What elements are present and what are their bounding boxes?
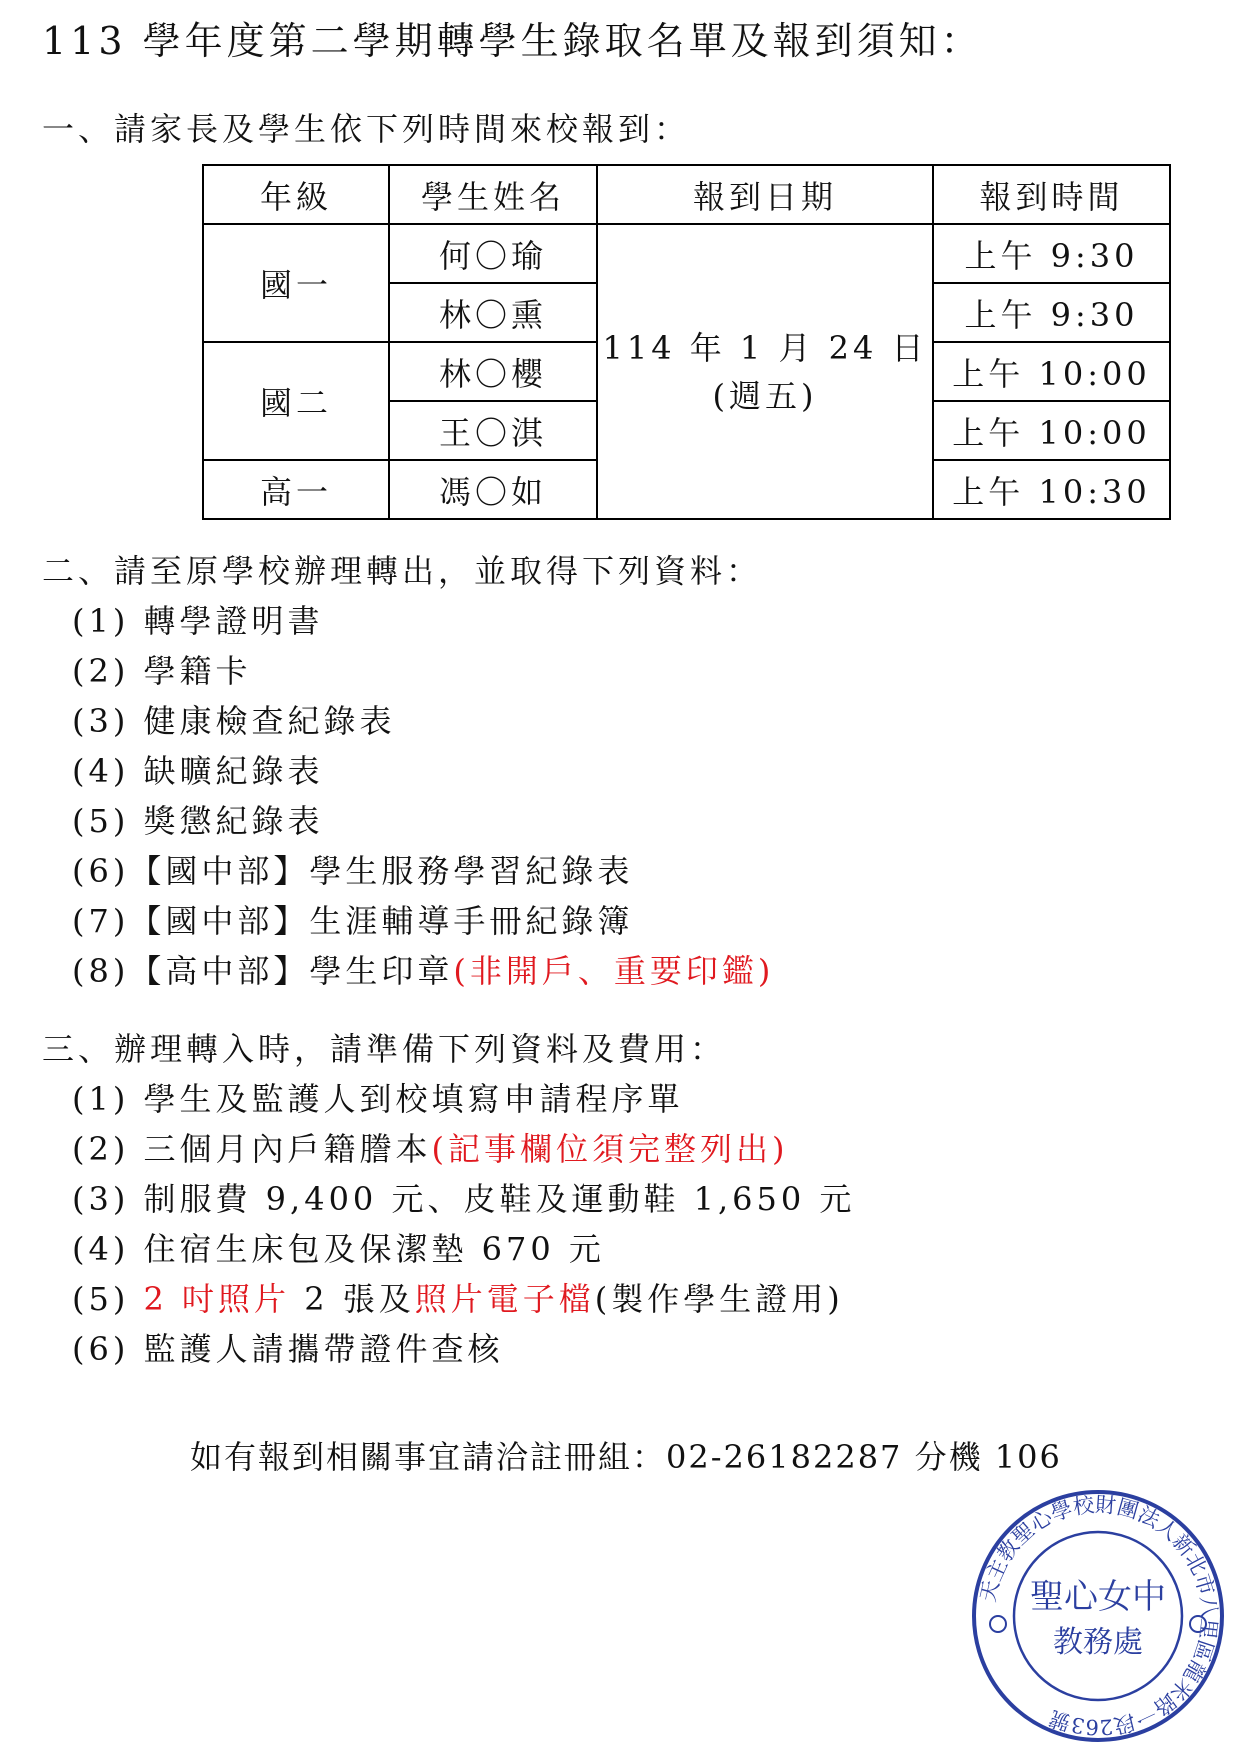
item-red-note: (非開戶、重要印鑑) xyxy=(453,952,775,990)
list-item: (1) 轉學證明書 xyxy=(72,602,324,640)
seal-line1: 聖心女中 xyxy=(1030,1577,1166,1617)
time-cell: 上午 9:30 xyxy=(933,224,1170,283)
date-cell xyxy=(597,224,933,519)
student-cell: 何〇瑜 xyxy=(389,224,597,283)
list-item: (4) 住宿生床包及保潔墊 670 元 xyxy=(72,1230,605,1268)
item-text: (5) xyxy=(72,1280,144,1318)
schedule-table xyxy=(202,164,1171,520)
list-item: (5) 獎懲紀錄表 xyxy=(72,802,324,840)
seal-line2: 教務處 xyxy=(1053,1625,1143,1660)
date-line: 114 年 1 月 24 日 xyxy=(602,328,928,367)
table-row xyxy=(203,224,1170,283)
item-red-note: 照片電子檔 xyxy=(414,1280,595,1318)
section2-heading: 二、請至原學校辦理轉出，並取得下列資料： xyxy=(42,552,763,590)
grade-cell: 高一 xyxy=(203,460,389,519)
time-cell: 上午 9:30 xyxy=(933,283,1170,342)
student-cell: 林〇櫻 xyxy=(389,342,597,401)
document-title: 113 學年度第二學期轉學生錄取名單及報到須知： xyxy=(42,19,983,63)
section1-heading: 一、請家長及學生依下列時間來校報到： xyxy=(42,110,691,148)
list-item: (3) 健康檢查紀錄表 xyxy=(72,702,396,740)
item-red-note: (記事欄位須完整列出) xyxy=(431,1130,789,1168)
item-text: (製作學生證用) xyxy=(594,1280,844,1318)
list-item: (3) 制服費 9,400 元、皮鞋及運動鞋 1,650 元 xyxy=(72,1180,856,1218)
time-cell: 上午 10:00 xyxy=(933,401,1170,460)
item-text: (2) 三個月內戶籍謄本 xyxy=(72,1130,432,1168)
grade-cell: 國二 xyxy=(203,342,389,460)
item-text: 2 張及 xyxy=(290,1280,415,1318)
list-item: (4) 缺曠紀錄表 xyxy=(72,752,324,790)
header-report-date: 報到日期 xyxy=(597,165,933,224)
list-item: (2) 學籍卡 xyxy=(72,652,252,690)
section3-heading: 三、辦理轉入時，請準備下列資料及費用： xyxy=(42,1030,727,1068)
grade-cell: 國一 xyxy=(203,224,389,342)
time-cell: 上午 10:30 xyxy=(933,460,1170,519)
list-item: (1) 學生及監護人到校填寫申請程序單 xyxy=(72,1080,684,1118)
list-item xyxy=(72,946,774,992)
list-item xyxy=(72,1274,844,1320)
item-red-note: 2 吋照片 xyxy=(143,1280,291,1318)
official-seal xyxy=(968,1484,1228,1748)
list-item: (7)【國中部】生涯輔導手冊紀錄簿 xyxy=(72,902,634,940)
time-cell: 上午 10:00 xyxy=(933,342,1170,401)
table-header-row xyxy=(203,165,1170,224)
list-item: (6) 監護人請攜帶證件查核 xyxy=(72,1330,504,1368)
seal-ring-text: 天主教聖心學校財團法人新北市八里區龍米路一段263號 xyxy=(975,1492,1222,1740)
student-cell: 馮〇如 xyxy=(389,460,597,519)
student-cell: 林〇熏 xyxy=(389,283,597,342)
header-report-time: 報到時間 xyxy=(933,165,1170,224)
student-cell: 王〇淇 xyxy=(389,401,597,460)
list-item: (6)【國中部】學生服務學習紀錄表 xyxy=(72,852,634,890)
weekday-line: (週五) xyxy=(712,376,818,415)
item-text: (8)【高中部】學生印章 xyxy=(72,952,454,990)
header-student-name: 學生姓名 xyxy=(389,165,597,224)
contact-info: 如有報到相關事宜請洽註冊組：02-26182287 分機 106 xyxy=(190,1438,1062,1476)
header-grade: 年級 xyxy=(203,165,389,224)
list-item xyxy=(72,1124,789,1170)
